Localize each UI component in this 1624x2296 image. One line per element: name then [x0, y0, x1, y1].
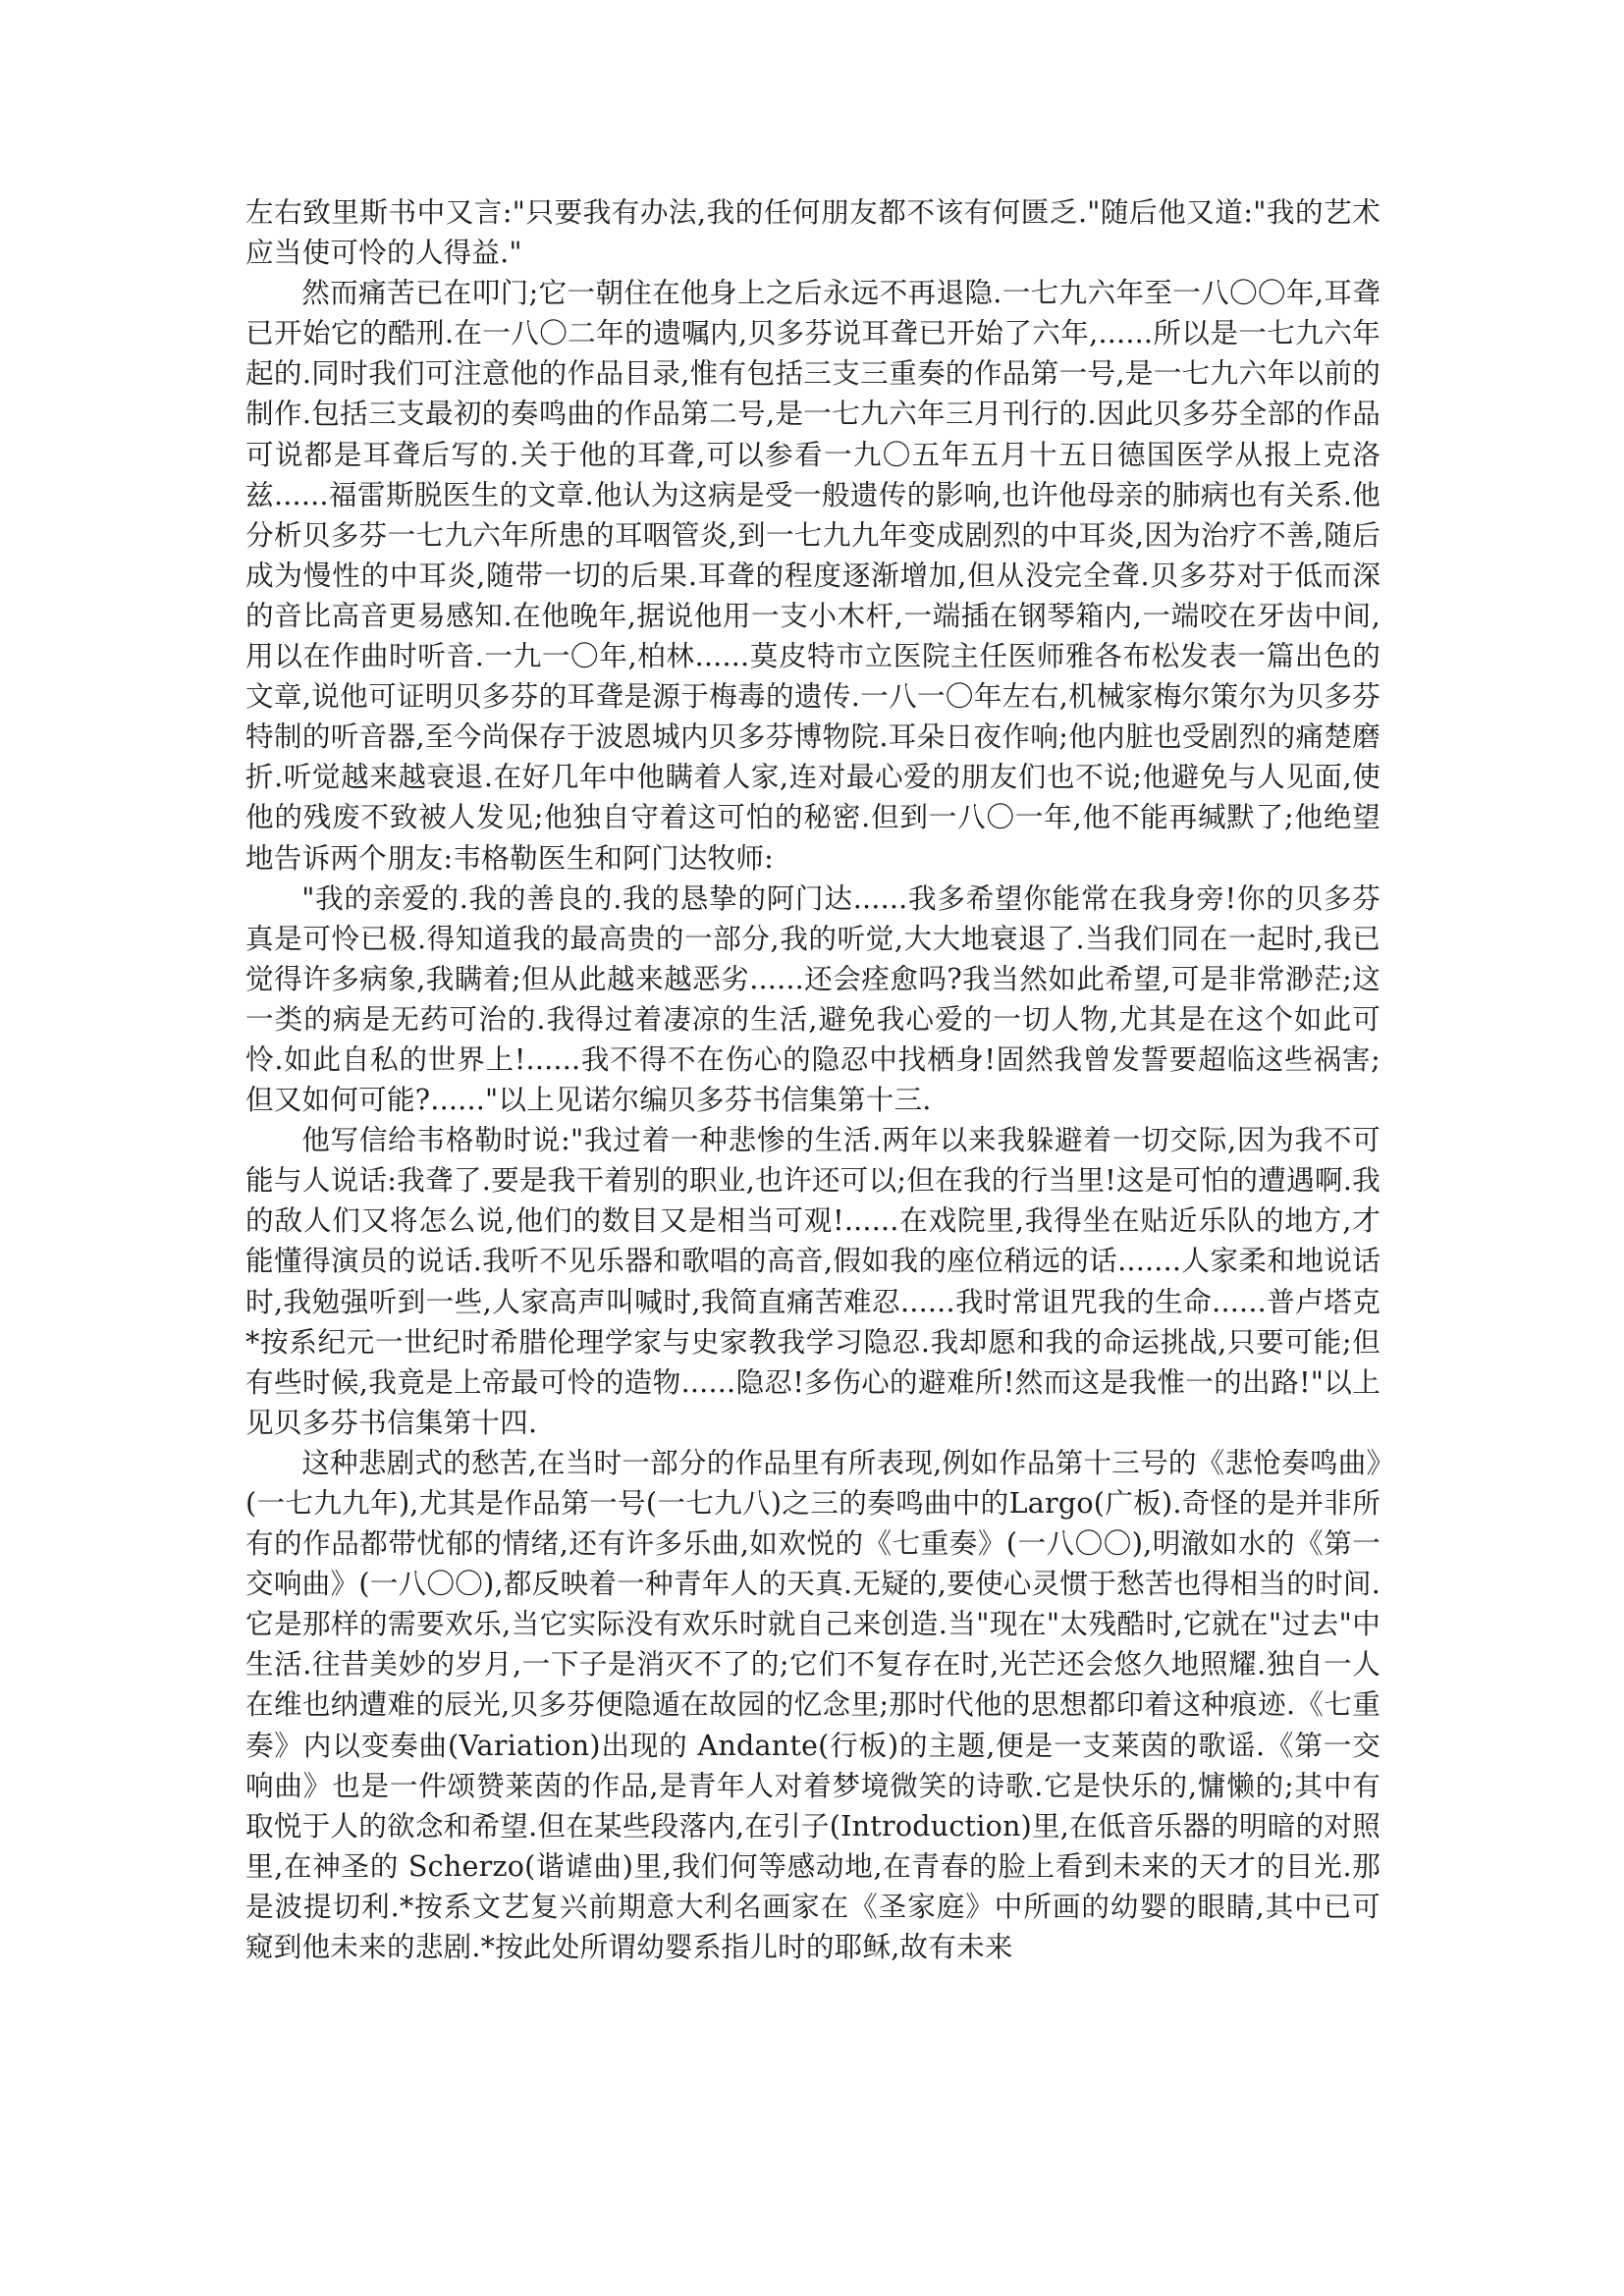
- paragraph-2: 然而痛苦已在叩门;它一朝住在他身上之后永远不再退隐.一七九六年至一八〇〇年,耳聋已开始它的酷刑.在一八〇二年的遗嘱内,贝多芬说耳聋已开始了六年,......所以是一七九六年起的.同时我们可注意他的作品目录,惟有包括三支三重奏的作品第一号,是一七九六年以前的制作.包括三支最初的奏鸣曲的作品第二号,是一七九六年三月刊行的.因此贝多芬全部的作品可说都是耳聋后写的.关于他的耳聋,可以参看一九〇五年五月十五日德国医学从报上克洛兹......福雷斯脱医生的文章.他认为这病是受一般遗传的影响,也许他母亲的肺病也有关系.他分析贝多芬一七九六年所患的耳咽管炎,到一七九九年变成剧烈的中耳炎,因为治疗不善,随后成为慢性的中耳炎,随带一切的后果.耳聋的程度逐渐增加,但从没完全聋.贝多芬对于低而深的音比高音更易感知.在他晚年,据说他用一支小木杆,一端插在钢琴箱内,一端咬在牙齿中间,用以在作曲时听音.一九一〇年,柏林......莫皮特市立医院主任医师雅各布松发表一篇出色的文章,说他可证明贝多芬的耳聋是源于梅毒的遗传.一八一〇年左右,机械家梅尔策尔为贝多芬特制的听音器,至今尚保存于波恩城内贝多芬博物院.耳朵日夜作响;他内脏也受剧烈的痛楚磨折.听觉越来越衰退.在好几年中他瞒着人家,连对最心爱的朋友们也不说;他避免与人见面,使他的残废不致被人发见;他独自守着这可怕的秘密.但到一八〇一年,他不能再缄默了;他绝望地告诉两个朋友:韦格勒医生和阿门达牧师:: [245, 276, 1380, 875]
- paragraph-3: "我的亲爱的.我的善良的.我的恳挚的阿门达......我多希望你能常在我身旁!你的贝多芬真是可怜已极.得知道我的最高贵的一部分,我的听觉,大大地衰退了.当我们同在一起时,我已觉得许多病象,我瞒着;但从此越来越恶劣......还会痊愈吗?我当然如此希望,可是非常渺茫;这一类的病是无药可治的.我得过着凄凉的生活,避免我心爱的一切人物,尤其是在这个如此可怜.如此自私的世界上!......我不得不在伤心的隐忍中找栖身!固然我曾发誓要超临这些祸害;但又如何可能?......"以上见诺尔编贝多芬书信集第十三.: [245, 881, 1380, 1117]
- paragraph-5: 这种悲剧式的愁苦,在当时一部分的作品里有所表现,例如作品第十三号的《悲怆奏鸣曲》(一七九九年),尤其是作品第一号(一七九八)之三的奏鸣曲中的Largo(广板).奇怪的是并非所有的作品都带忧郁的情绪,还有许多乐曲,如欢悦的《七重奏》(一八〇〇),明澈如水的《第一交响曲》(一八〇〇),都反映着一种青年人的天真.无疑的,要使心灵惯于愁苦也得相当的时间.它是那样的需要欢乐,当它实际没有欢乐时就自己来创造.当"现在"太残酷时,它就在"过去"中生活.往昔美妙的岁月,一下子是消灭不了的;它们不复存在时,光芒还会悠久地照耀.独自一人在维也纳遭难的辰光,贝多芬便隐遁在故园的忆念里;那时代他的思想都印着这种痕迹.《七重奏》内以变奏曲(Variation)出现的 Andante(行板)的主题,便是一支莱茵的歌谣.《第一交响曲》也是一件颂赞莱茵的作品,是青年人对着梦境微笑的诗歌.它是快乐的,慵懒的;其中有取悦于人的欲念和希望.但在某些段落内,在引子(Introduction)里,在低音乐器的明暗的对照里,在神圣的 Scherzo(谐谑曲)里,我们何等感动地,在青春的脸上看到未来的天才的目光.那是波提切利.*按系文艺复兴前期意大利名画家在《圣家庭》中所画的幼婴的眼睛,其中已可窥到他未来的悲剧.*按此处所谓幼婴系指儿时的耶稣,故有未来: [245, 1445, 1380, 1964]
- body-text: [245, 192, 1380, 1967]
- paragraph-4: 他写信给韦格勒时说:"我过着一种悲惨的生活.两年以来我躲避着一切交际,因为我不可能与人说话:我聋了.要是我干着别的职业,也许还可以;但在我的行当里!这是可怕的遭遇啊.我的敌人们又将怎么说,他们的数目又是相当可观!......在戏院里,我得坐在贴近乐队的地方,才能懂得演员的说话.我听不见乐器和歌唱的高音,假如我的座位稍远的话.......人家柔和地说话时,我勉强听到一些,人家高声叫喊时,我简直痛苦难忍......我时常诅咒我的生命......普卢塔克*按系纪元一世纪时希腊伦理学家与史家教我学习隐忍.我却愿和我的命运挑战,只要可能;但有些时候,我竟是上帝最可怜的造物......隐忍!多伤心的避难所!然而这是我惟一的出路!"以上见贝多芬书信集第十四.: [245, 1123, 1380, 1439]
- paragraph-1: 左右致里斯书中又言:"只要我有办法,我的任何朋友都不该有何匮乏."随后他又道:"我的艺术应当使可怜的人得益.": [245, 195, 1380, 270]
